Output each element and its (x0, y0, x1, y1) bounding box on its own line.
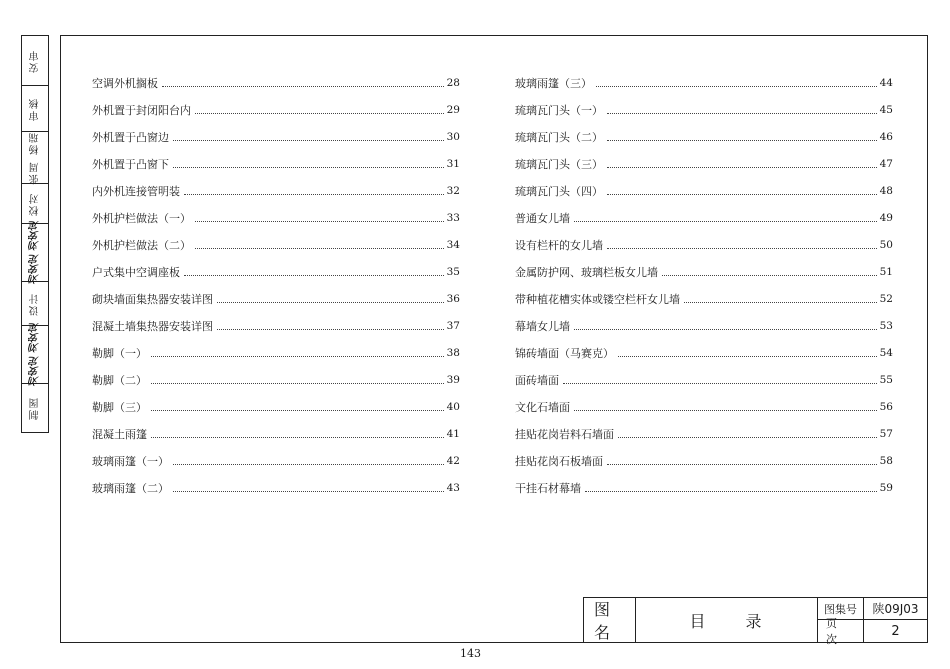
leader-dots (607, 194, 877, 195)
signature-label: 张周 杨瑞 (29, 130, 41, 185)
toc-right-entry (515, 398, 893, 414)
entry-page: 46 (879, 131, 893, 143)
entry-title: 外机置于凸窗下 (92, 158, 169, 171)
signature-cell (22, 86, 48, 132)
leader-dots (563, 383, 877, 384)
entry-title: 玻璃雨篷（一） (92, 455, 169, 468)
drawing-frame (60, 35, 928, 643)
signature-cell (22, 184, 48, 224)
leader-dots (618, 437, 877, 438)
atlas-number-value: 陕09J03 (864, 598, 927, 620)
signature-strip (21, 35, 49, 433)
page-value: 2 (891, 623, 900, 639)
entry-page: 41 (446, 428, 460, 440)
entry-page: 43 (446, 482, 460, 494)
toc-left-entry (92, 479, 460, 495)
leader-dots (173, 140, 444, 141)
entry-title: 幕墙女儿墙 (515, 320, 570, 333)
toc-right-entry (515, 290, 893, 306)
title-block (583, 597, 928, 646)
drawing-name-label: 图名 (584, 598, 636, 642)
entry-title: 文化石墙面 (515, 401, 570, 414)
leader-dots (596, 86, 877, 87)
leader-dots (574, 221, 877, 222)
leader-dots (195, 248, 444, 249)
leader-dots (607, 140, 877, 141)
entry-title: 玻璃雨篷（三） (515, 77, 592, 90)
signature-label: 刘安定 刘安定 (29, 322, 41, 387)
entry-title: 挂贴花岗石板墙面 (515, 455, 603, 468)
entry-page: 39 (446, 374, 460, 386)
entry-title: 干挂石材幕墙 (515, 482, 581, 495)
toc-left-entry (92, 101, 460, 117)
toc-right-entry (515, 452, 893, 468)
signature-cell (22, 282, 48, 326)
toc-left-entry (92, 398, 460, 414)
entry-page: 53 (879, 320, 893, 332)
entry-page: 34 (446, 239, 460, 251)
toc-right-entry (515, 128, 893, 144)
toc-right-entry (515, 263, 893, 279)
toc-right-entry (515, 479, 893, 495)
leader-dots (607, 167, 877, 168)
leader-dots (151, 410, 444, 411)
entry-title: 琉璃瓦门头（三） (515, 158, 603, 171)
leader-dots (173, 167, 444, 168)
toc-left-entry (92, 128, 460, 144)
signature-cell (22, 322, 48, 387)
leader-dots (585, 491, 877, 492)
leader-dots (184, 275, 444, 276)
toc-left-entry (92, 155, 460, 171)
entry-title: 挂贴花岗岩料石墙面 (515, 428, 614, 441)
entry-page: 59 (879, 482, 893, 494)
toc-left-entry (92, 209, 460, 225)
entry-page: 47 (879, 158, 893, 170)
entry-title: 外机护栏做法（一） (92, 212, 191, 225)
entry-page: 38 (446, 347, 460, 359)
leader-dots (684, 302, 877, 303)
entry-page: 45 (879, 104, 893, 116)
page-label: 页次 (818, 620, 864, 642)
toc-left-entry (92, 182, 460, 198)
entry-title: 锦砖墙面（马赛克） (515, 347, 614, 360)
leader-dots (151, 356, 444, 357)
entry-title: 外机护栏做法（二） (92, 239, 191, 252)
entry-title: 混凝土雨篷 (92, 428, 147, 441)
entry-title: 勒脚（二） (92, 374, 147, 387)
entry-title: 内外机连接管明装 (92, 185, 180, 198)
leader-dots (607, 248, 877, 249)
leader-dots (173, 491, 444, 492)
entry-page: 33 (446, 212, 460, 224)
leader-dots (607, 464, 877, 465)
toc-right-entry (515, 236, 893, 252)
entry-title: 设有栏杆的女儿墙 (515, 239, 603, 252)
entry-title: 砌块墙面集热器安装详图 (92, 293, 213, 306)
signature-label: 安审 (29, 48, 41, 73)
entry-page: 32 (446, 185, 460, 197)
entry-page: 58 (879, 455, 893, 467)
leader-dots (607, 113, 877, 114)
leader-dots (217, 329, 444, 330)
entry-page: 49 (879, 212, 893, 224)
toc-left-entry (92, 452, 460, 468)
entry-page: 50 (879, 239, 893, 251)
toc-right-entry (515, 155, 893, 171)
entry-title: 琉璃瓦门头（一） (515, 104, 603, 117)
signature-label: 审核 (29, 96, 41, 121)
signature-cell (22, 384, 48, 432)
toc-left-entry (92, 74, 460, 90)
leader-dots (217, 302, 444, 303)
toc-left-entry (92, 290, 460, 306)
entry-title: 琉璃瓦门头（二） (515, 131, 603, 144)
entry-title: 勒脚（三） (92, 401, 147, 414)
footer-page-number: 143 (460, 647, 481, 660)
entry-title: 带种植花槽实体或镂空栏杆女儿墙 (515, 293, 680, 306)
toc-right-entry (515, 425, 893, 441)
leader-dots (574, 410, 877, 411)
toc-right-entry (515, 209, 893, 225)
toc-left-entry (92, 263, 460, 279)
leader-dots (151, 383, 444, 384)
drawing-title: 目录 (636, 598, 818, 642)
signature-cell (22, 132, 48, 184)
entry-page: 57 (879, 428, 893, 440)
entry-page: 42 (446, 455, 460, 467)
leader-dots (662, 275, 877, 276)
toc-right-entry (515, 74, 893, 90)
signature-label: 制图 (29, 396, 41, 420)
toc-left-entry (92, 344, 460, 360)
entry-page: 51 (879, 266, 893, 278)
leader-dots (195, 113, 444, 114)
toc-left-entry (92, 425, 460, 441)
leader-dots (151, 437, 444, 438)
toc-right-entry (515, 317, 893, 333)
signature-label: 设计 (29, 291, 41, 316)
entry-title: 空调外机搁板 (92, 77, 158, 90)
leader-dots (184, 194, 444, 195)
signature-label: 刘安定 刘安定 (29, 220, 41, 285)
toc-left-entry (92, 236, 460, 252)
entry-page: 40 (446, 401, 460, 413)
entry-page: 52 (879, 293, 893, 305)
entry-title: 户式集中空调座板 (92, 266, 180, 279)
toc-right-entry (515, 101, 893, 117)
entry-title: 外机置于封闭阳台内 (92, 104, 191, 117)
entry-title: 面砖墙面 (515, 374, 559, 387)
entry-page: 31 (446, 158, 460, 170)
entry-title: 外机置于凸窗边 (92, 131, 169, 144)
toc-right-entry (515, 182, 893, 198)
signature-cell (22, 220, 48, 285)
entry-page: 55 (879, 374, 893, 386)
entry-page: 36 (446, 293, 460, 305)
entry-title: 琉璃瓦门头（四） (515, 185, 603, 198)
entry-page: 37 (446, 320, 460, 332)
leader-dots (173, 464, 444, 465)
entry-title: 混凝土墙集热器安装详图 (92, 320, 213, 333)
entry-title: 玻璃雨篷（二） (92, 482, 169, 495)
entry-page: 44 (879, 77, 893, 89)
toc-left-entry (92, 371, 460, 387)
toc-left-entry (92, 317, 460, 333)
entry-page: 29 (446, 104, 460, 116)
signature-cell (22, 36, 48, 86)
entry-page: 28 (446, 77, 460, 89)
entry-title: 普通女儿墙 (515, 212, 570, 225)
entry-title: 金属防护网、玻璃栏板女儿墙 (515, 266, 658, 279)
entry-page: 30 (446, 131, 460, 143)
toc-right-entry (515, 371, 893, 387)
leader-dots (618, 356, 877, 357)
entry-page: 54 (879, 347, 893, 359)
entry-page: 48 (879, 185, 893, 197)
entry-title: 勒脚（一） (92, 347, 147, 360)
leader-dots (195, 221, 444, 222)
leader-dots (162, 86, 444, 87)
leader-dots (574, 329, 877, 330)
signature-label: 校对 (29, 191, 41, 216)
entry-page: 56 (879, 401, 893, 413)
entry-page: 35 (446, 266, 460, 278)
atlas-number-label: 图集号 (818, 598, 864, 620)
toc-right-entry (515, 344, 893, 360)
